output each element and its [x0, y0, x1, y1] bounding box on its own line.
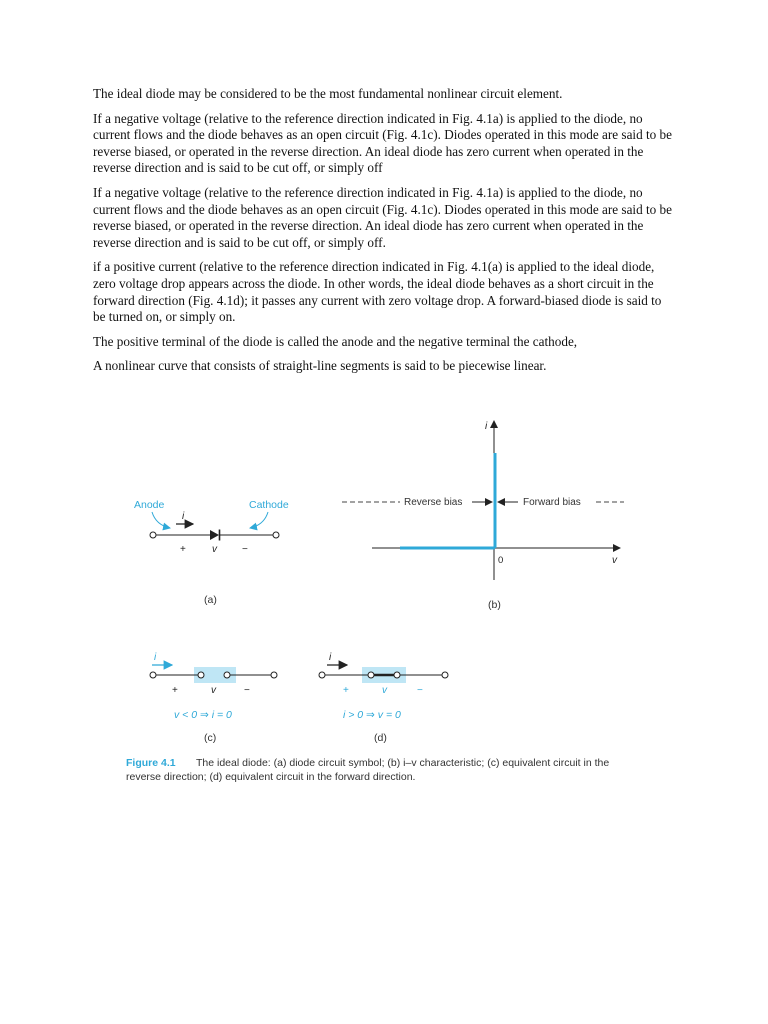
panel-b-iv-characteristic [342, 421, 624, 611]
paragraph-forward-bias: if a positive current (relative to the reference direction indicated in Fig. 4.1(a) is applied to the ideal diode, zero voltage drop appears across the diode. In other words, the ideal diode behaves as a short circuit in the forward direction (Fig. 4.1d); it passes any current with zero voltage drop. A forward-biased diode is said to be turned on, or simply on. [93, 259, 662, 325]
v-axis-label: v [612, 555, 617, 566]
voltage-label-a: v [212, 544, 217, 555]
current-label-c: i [154, 652, 157, 663]
condition-d: i > 0 ⇒ v = 0 [343, 709, 401, 721]
forward-bias-label: Forward bias [523, 497, 581, 508]
figure-caption [126, 757, 609, 783]
minus-c: − [244, 685, 250, 696]
cathode-pointer-arrow [250, 512, 268, 528]
paragraph-reverse-bias: If a negative voltage (relative to the reference direction indicated in Fig. 4.1a) is applied to the diode, no current flows and the diode behaves as an open circuit (Fig. 4.1c). Diodes operated in this mode are said to be reverse biased, or operated in the reverse direction. An ideal diode has zero current when operated in the reverse direction and is said to be cut off, or simply off [93, 110, 672, 176]
paragraph-terminals: The positive terminal of the diode is called the anode and the negative terminal the cathode, [93, 333, 578, 349]
short-node-right [394, 672, 400, 678]
diode-triangle [210, 530, 219, 540]
plus-d: + [343, 685, 349, 696]
cathode-label: Cathode [249, 499, 289, 511]
current-label-d: i [329, 652, 332, 663]
paragraph-reverse-bias-repeat: If a negative voltage (relative to the reference direction indicated in Fig. 4.1a) is applied to the diode, no current flows and the diode behaves as an open circuit (Fig. 4.1c). Diodes operated in this mode are said to be reverse biased, or operated in the reverse direction. An ideal diode has zero current when operated in the reverse direction and is said to be cut off, or simply off. [93, 184, 672, 250]
caption-label: Figure 4.1 [126, 757, 176, 769]
paragraph-piecewise-linear: A nonlinear curve that consists of straight-line segments is said to be piecewise linear. [93, 358, 547, 374]
anode-pointer-arrow [152, 512, 170, 528]
cathode-terminal [273, 532, 279, 538]
terminal-left-c [150, 672, 156, 678]
figure-svg [120, 405, 640, 795]
open-node-left [198, 672, 204, 678]
reverse-bias-label: Reverse bias [404, 497, 463, 508]
current-label-a: i [182, 511, 185, 522]
condition-c: v < 0 ⇒ i = 0 [174, 709, 232, 721]
plus-c: + [172, 685, 178, 696]
minus-d: − [417, 685, 423, 696]
panel-b-label: (b) [488, 599, 501, 611]
body-text [93, 86, 675, 383]
origin-label: 0 [498, 555, 504, 566]
terminal-left-d [319, 672, 325, 678]
caption-line-2: reverse direction; (d) equivalent circuit in the forward direction. [126, 771, 416, 783]
figure-4-1 [120, 405, 640, 795]
anode-label: Anode [134, 499, 165, 511]
open-node-right [224, 672, 230, 678]
minus-a: − [242, 544, 248, 555]
i-axis-label: i [485, 421, 488, 432]
terminal-right-d [442, 672, 448, 678]
panel-d-label: (d) [374, 732, 387, 744]
panel-a-label: (a) [204, 594, 217, 606]
panel-c-label: (c) [204, 732, 217, 744]
terminal-right-c [271, 672, 277, 678]
panel-a-diode-symbol [134, 499, 289, 606]
panel-d-short-circuit [319, 652, 448, 744]
plus-a: + [180, 544, 186, 555]
panel-c-open-circuit [150, 652, 277, 744]
paragraph-intro: The ideal diode may be considered to be the most fundamental nonlinear circuit element. [93, 86, 563, 101]
voltage-label-c: v [211, 685, 216, 696]
caption-line-1: The ideal diode: (a) diode circuit symbol; (b) i–v characteristic; (c) equivalent circuit in the [196, 757, 610, 769]
voltage-label-d: v [382, 685, 387, 696]
anode-terminal [150, 532, 156, 538]
short-node-left [368, 672, 374, 678]
